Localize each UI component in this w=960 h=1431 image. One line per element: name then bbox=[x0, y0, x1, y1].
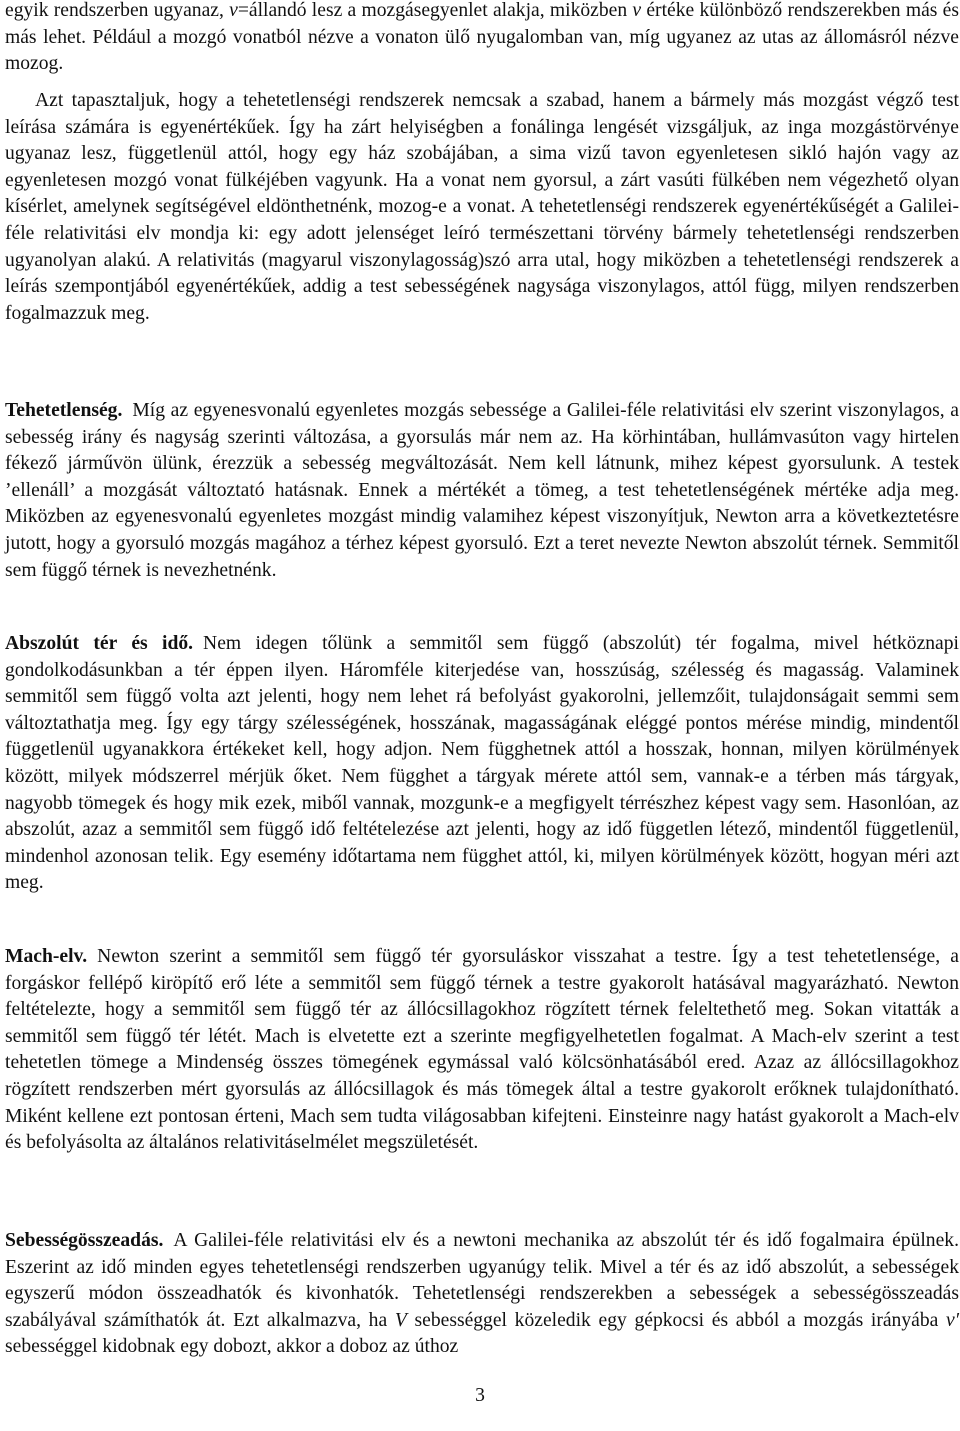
section-abszolut-ter-es-ido bbox=[5, 631, 959, 897]
math-variable-v-prime: v′ bbox=[946, 1309, 960, 1331]
intro-text-a: egyik rendszerben ugyanaz, bbox=[5, 0, 230, 21]
section-title: Tehetetlenség. bbox=[5, 400, 123, 421]
section-sebessegosszeadas bbox=[5, 1228, 959, 1361]
section-body: Newton szerint a semmitől sem függő tér gyorsuláskor visszahat a testre. Így a test tehetetlensége, a forgáskor fellépő kiröpítő erő léte a semmitől sem függő térnek a testre gyakorolt hatásával magyarázható. Newton feltételezte, hogy a semmitől sem függő tér az állócsillagokhoz rögzített térnek feleltethető meg. Sokan vitatták a semmitől sem függő tér létét. Mach is elvetette ezt a szerinte megfigyelhetetlen fogalmat. A Mach-elv szerint a test tehetetlen tömege a Mindenség összes tömegének egymással való kölcsönhatásából ered. Azaz az állócsillagokhoz rögzített rendszerben mért gyorsulás az állócsillagok és más tömegek által a testre gyakorolt erőknek tulajdonítható. Miként kellene ezt pontosan érteni, Mach sem tudta világosabban kifejteni. Einsteinre nagy hatást gyakorolt a Mach-elv és befolyásolta az általános relativitáselmélet megszületését. bbox=[5, 946, 959, 1154]
section-title: Abszolút tér és idő. bbox=[5, 633, 194, 654]
intro-text-b: =állandó lesz a mozgásegyenlet alakja, miközben bbox=[237, 0, 633, 21]
section-mach-elv bbox=[5, 944, 959, 1157]
intro-paragraph-1 bbox=[5, 0, 959, 78]
section-title: Mach-elv. bbox=[5, 946, 88, 967]
math-variable-v: v bbox=[632, 0, 642, 21]
section-body-a: A Galilei-féle relativitási elv és a newtoni mechanika az abszolút tér és idő fogalmaira épülnek. Eszerint az idő minden egyes tehetetlenségi rendszerben ugyanúgy telik. Mivel a tér és az idő abszolút, a sebességek egyszerű módon összeadhatók és kivonhatók. Tehetetlenségi rendszerekben a sebességek a sebességösszeadás szabályával számíthatók át. Ezt alkalmazva, ha bbox=[5, 1230, 959, 1331]
section-body-c: sebességgel kidobnak egy dobozt, akkor a doboz az úthoz bbox=[5, 1336, 459, 1358]
section-title: Sebességösszeadás. bbox=[5, 1230, 164, 1251]
math-variable-v: v bbox=[229, 0, 238, 21]
section-tehetetlenseg bbox=[5, 398, 959, 584]
page-number: 3 bbox=[475, 1385, 485, 1406]
section-body-b: sebességgel közeledik egy gépkocsi és abból a mozgás irányába bbox=[406, 1309, 947, 1331]
intro-paragraph-2: Azt tapasztaljuk, hogy a tehetetlenségi rendszerek nemcsak a szabad, hanem a bármely más mozgást végző test leírása számára is egyenértékűek. Így ha zárt helyiségben a fonálinga lengését vizsgáljuk, az inga mozgástörvénye ugyanaz lesz, függetlenül attól, hogy egy ház szobájában, a sima vizű tavon egyenletesen sikló hajón vagy az egyenletesen mozgó vonat fülkéjében vagyunk. Ha a vonat nem gyorsul, a zárt vasúti fülkében nem végezhető olyan kísérlet, amelynek segítségével eldönthetnénk, mozog-e a vonat. A tehetetlenségi rendszerek egyenértékűségét a Galilei-féle relativitási elv mondja ki: egy adott jelenséget leíró természettani törvény bármely tehetetlenségi rendszerben ugyanolyan alakú. A relativitás (magyarul viszonylagosság)szó arra utal, hogy miközben a tehetetlenségi rendszerek a leírás szempontjából egyenértékűek, addig a test sebességének nagysága viszonylagos, attól függ, milyen rendszerben fogalmazzuk meg. bbox=[5, 90, 959, 324]
section-body: Nem idegen tőlünk a semmitől sem függő (abszolút) tér fogalma, mivel hétköznapi gondolkodásunkban a tér éppen ilyen. Háromféle kiterjedése van, hosszúság, szélesség és magasság. Valaminek semmitől sem függő volta azt jelenti, hogy nem lehet rá befolyást gyakorolni, jellemzőit, tulajdonságait semmi sem változtathatja meg. Így egy tárgy szélességének, hosszának, magasságának eléggé pontos mérése mindig, mindentől függetlenül ugyanakkora értékeket kell, hogy adjon. Nem függhetnek attól a hosszak, honnan, milyen körülmények között, milyek módszerrel mérjük őket. Nem függhet a tárgyak mérete attól sem, vannak-e a térben más tárgyak, nagyobb tömegek és hogy mik ezek, miből vannak, mozgunk-e a megfigyelt térrészhez képest vagy sem. Hasonlóan, az abszolút, azaz a semmitől sem függő idő feltételezése azt jelenti, hogy az idő független létező, mindentől függetlenül, mindenhol azonosan telik. Egy esemény időtartama nem függhet attól, ki, milyen körülmények között, hogyan méri azt meg. bbox=[5, 633, 959, 894]
intro-text-c: értéke különböző rendszerekben más és más lehet. Például a mozgó vonatból nézve a vonaton ülő nyugalomban van, míg ugyanez az utas az állomásról nézve mozog. bbox=[5, 0, 959, 75]
math-variable-V: V bbox=[394, 1309, 407, 1331]
section-body: Míg az egyenesvonalú egyenletes mozgás sebessége a Galilei-féle relativitási elv szerint viszonylagos, a sebesség irány és nagyság szerinti változása, a gyorsulás már nem az. Ha körhintában, hullámvasúton vagy hirtelen fékező járművön ülünk, érezzük a sebesség megváltozását. Nem kell látnunk, mihez képest gyorsulunk. A testek ’ellenáll’ a mozgását változtató hatásnak. Ennek a mértékét a tömeg, a test tehetetlenségének mértéke adja meg. Miközben az egyenesvonalú egyenletes mozgást mindig valamihez képest viszonyítjuk, Newton arra a következtetésre jutott, hogy a gyorsuló mozgás magához a térhez képest gyorsuló. Ezt a teret nevezte Newton abszolút térnek. Semmitől sem függő térnek is nevezhetnénk. bbox=[5, 400, 959, 581]
